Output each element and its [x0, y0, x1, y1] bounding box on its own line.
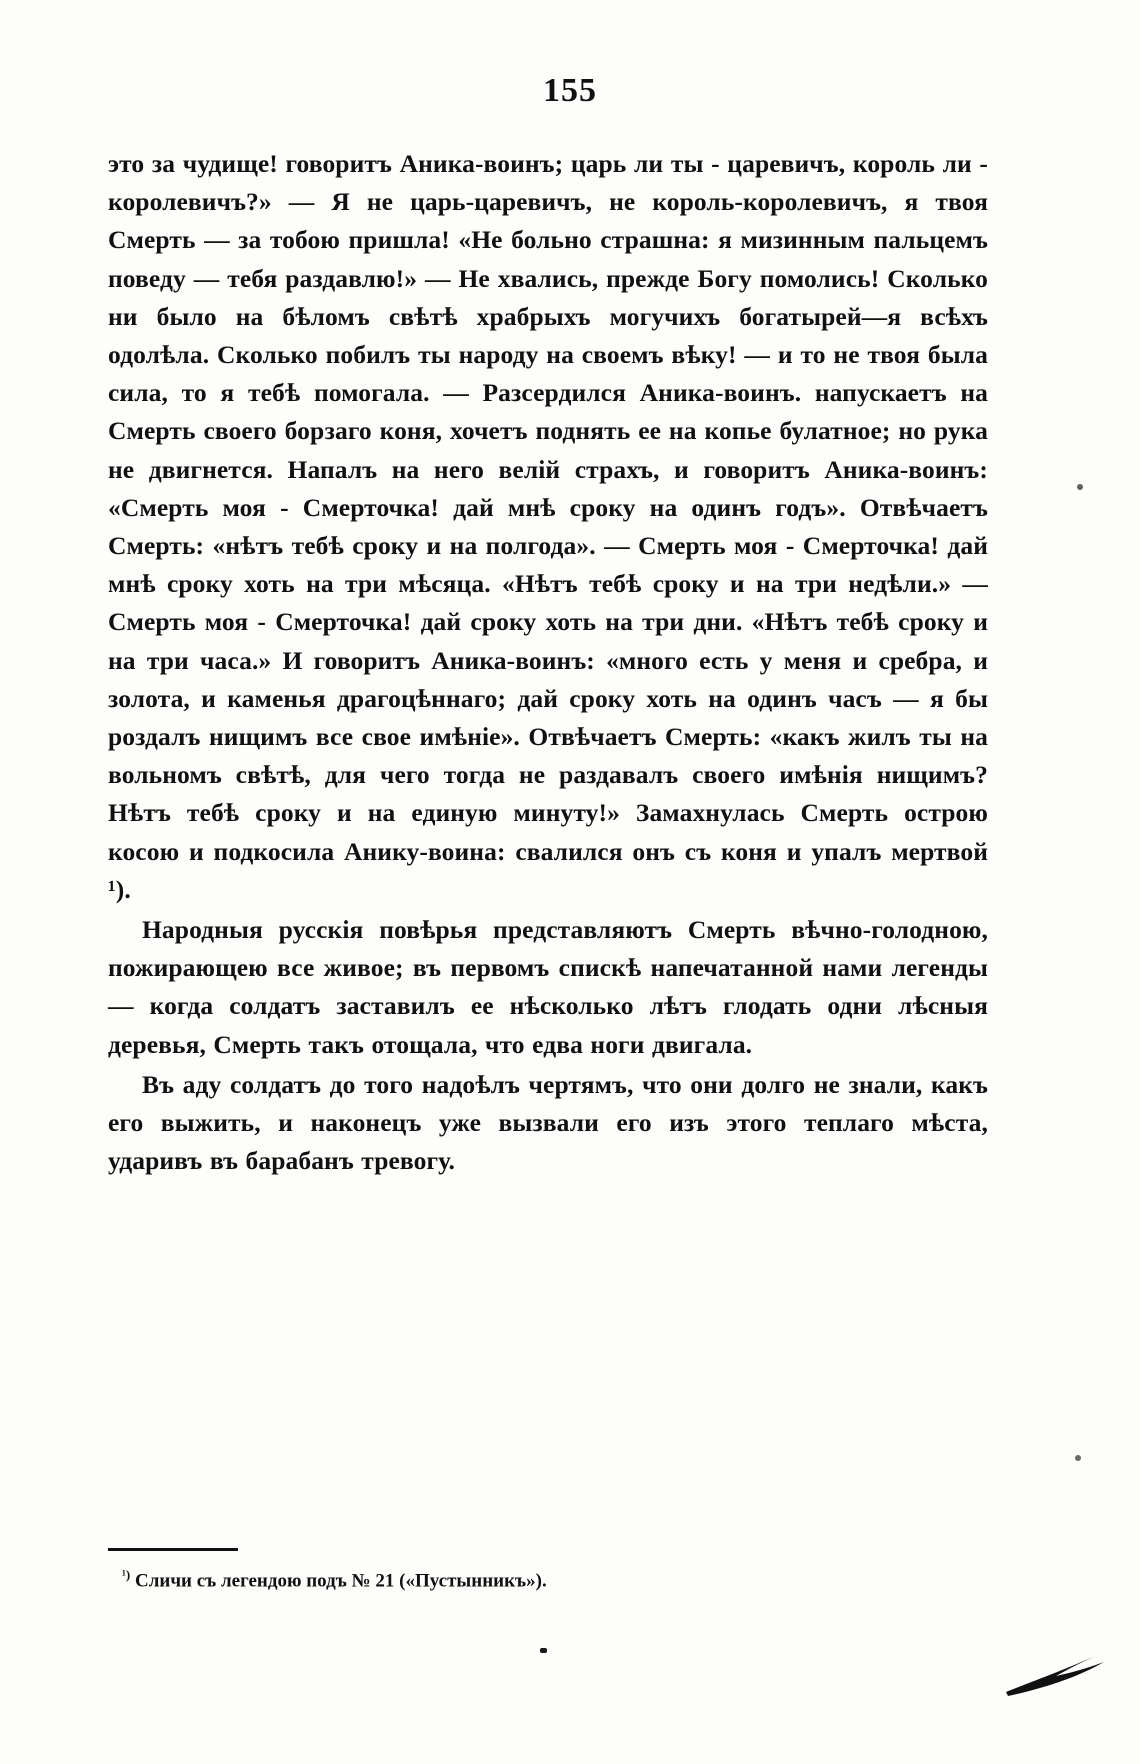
footnote-marker: ¹) — [122, 1567, 131, 1582]
body-text-column — [108, 145, 988, 1180]
ink-speck-icon — [1077, 484, 1083, 490]
ink-speck-icon — [1075, 1455, 1081, 1461]
footnote-separator — [108, 1548, 238, 1551]
ink-speck-icon — [540, 1648, 547, 1653]
page-corner-smudge-icon — [996, 1634, 1116, 1704]
page-number: 155 — [543, 72, 597, 109]
footnote-text: Сличи съ легендою подъ № 21 («Пустынникъ»). — [134, 1570, 547, 1592]
footnote — [122, 1562, 982, 1594]
paragraph-1: это за чудище! говоритъ Аника-воинъ; царь ли ты - царевичъ, король ли - королевичъ?» — Я не царь-царевичъ, не король-королевичъ, я твоя Смерть — за тобою пришла! «Не больно страшна: я мизинным пальцемъ поведу — тебя раздавлю!» — Не хвались, прежде Богу помолись! Сколько ни было на бѣломъ свѣтѣ храбрыхъ могучихъ богатырей—я всѣхъ одолѣла. Сколько побилъ ты народу на своемъ вѣку! — и то не твоя была сила, то я тебѣ помогала. — Разсердился Аника-воинъ. напускаетъ на Смерть своего борзаго коня, хочетъ поднять ее на копье булатное; но рука не двигнется. Напалъ на него велій страхъ, и говоритъ Аника-воинъ: «Смерть моя - Смерточка! дай мнѣ сроку на одинъ годъ». Отвѣчаетъ Смерть: «нѣтъ тебѣ сроку и на полгода». — Смерть моя - Смерточка! дай мнѣ сроку хоть на три мѣсяца. «Нѣтъ тебѣ сроку и на три недѣли.» — Смерть моя - Смерточка! дай сроку хоть на три дни. «Нѣтъ тебѣ сроку и на три часа.» И говоритъ Аника-воинъ: «много есть у меня и сребра, и золота, и каменья драгоцѣннаго; дай сроку хоть на одинъ часъ — я бы роздалъ нищимъ все свое имѣніе». Отвѣчаетъ Смерть: «какъ жилъ ты на вольномъ свѣтѣ, для чего тогда не раздавалъ своего имѣнія нищимъ? Нѣтъ тебѣ сроку и на единую минуту!» Замахнулась Смерть острою косою и подкосила Анику-воина: свалился онъ съ коня и упалъ мертвой ¹). — [108, 149, 988, 904]
paragraph-2: Народныя русскія повѣрья представляютъ Смерть вѣчно-голодною, пожирающею все живое; въ первомъ спискѣ напечатанной нами легенды — когда солдатъ заставилъ ее нѣсколько лѣтъ глодать одни лѣсныя деревья, Смерть такъ отощала, что едва ноги двигала. — [108, 915, 988, 1059]
paragraph-3: Въ аду солдатъ до того надоѣлъ чертямъ, что они долго не знали, какъ его выжить, и наконецъ уже вызвали его изъ этого теплаго мѣста, ударивъ въ барабанъ тревогу. — [108, 1069, 988, 1176]
